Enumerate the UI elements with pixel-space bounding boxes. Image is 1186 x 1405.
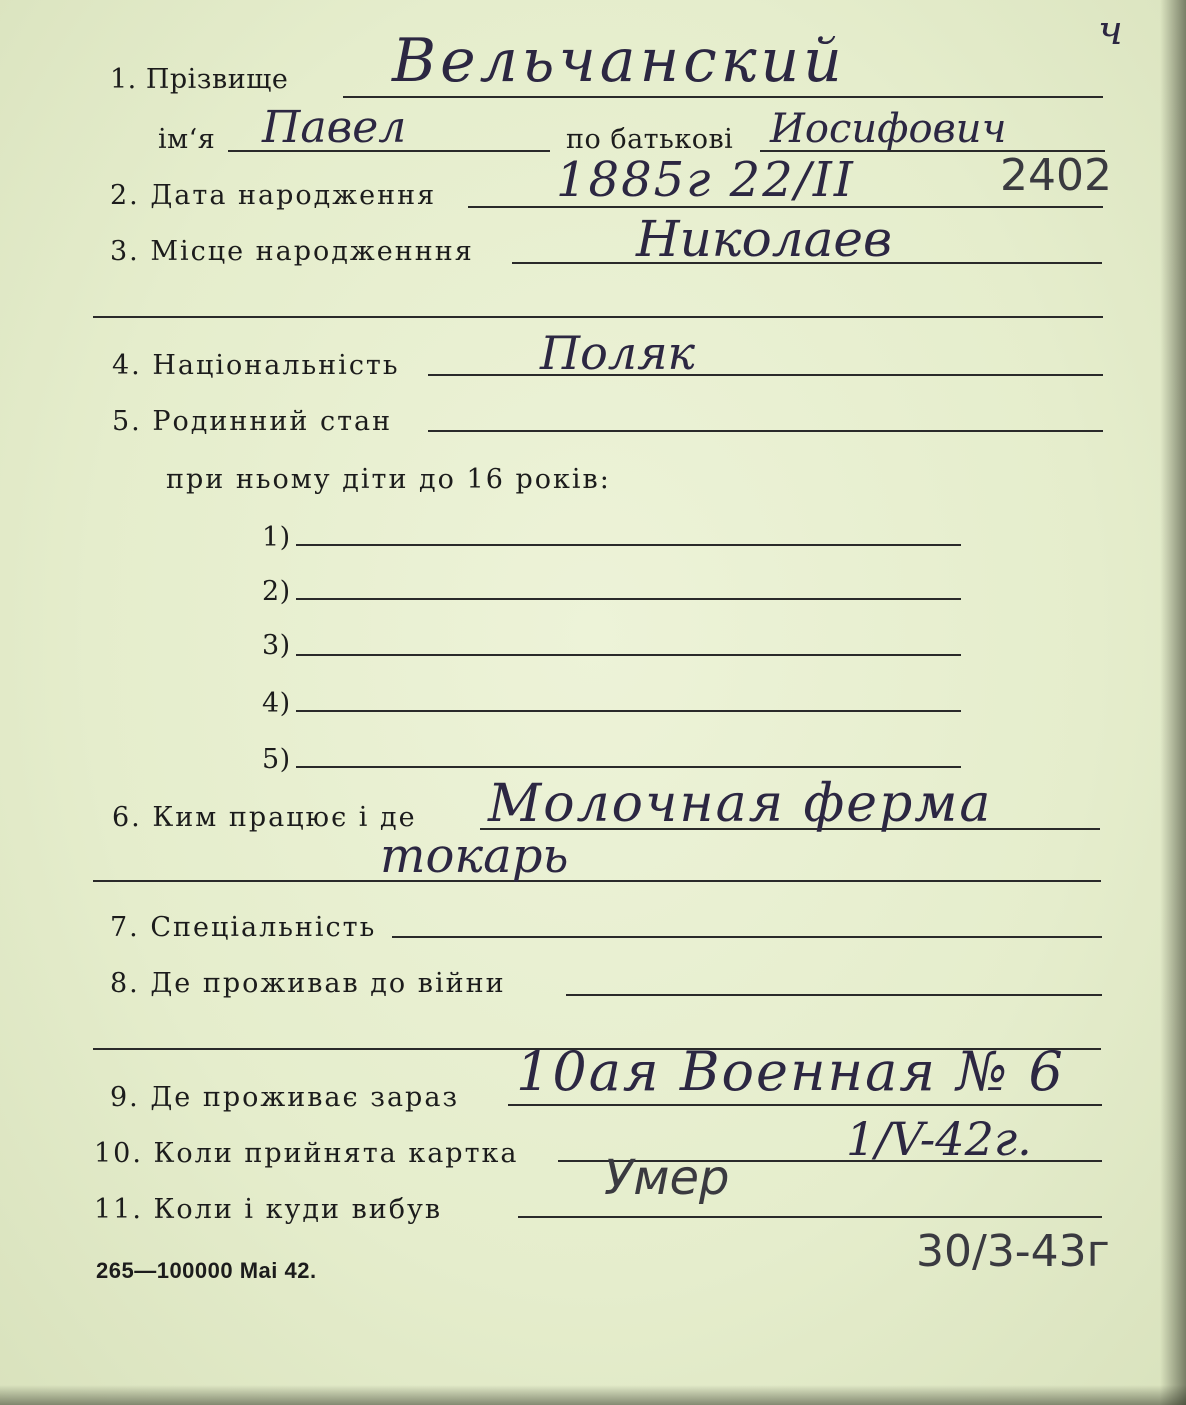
work-line-2 — [93, 880, 1101, 882]
surname-entry: Вельчанский — [392, 26, 846, 96]
departure-entry: Умер — [604, 1150, 730, 1206]
child-line-2 — [296, 598, 961, 600]
card-accepted-label: 10. Коли прийнята картка — [94, 1138, 519, 1169]
birth-date-entry: 1885г 22/II — [556, 152, 855, 208]
nationality-label: 4. Національність — [112, 350, 400, 381]
current-address-entry: 10ая Военная № 6 — [516, 1040, 1065, 1103]
patronymic-entry: Иосифович — [770, 106, 1007, 152]
card-number-entry: 2402 — [1000, 150, 1112, 201]
child-number-5: 5) — [262, 744, 291, 775]
birth-place-entry: Николаев — [636, 210, 893, 268]
child-line-5 — [296, 766, 961, 768]
work-place-entry: Молочная ферма — [488, 774, 993, 834]
child-number-1: 1) — [262, 522, 291, 553]
child-number-3: 3) — [262, 630, 291, 661]
card-bottom-shadow — [0, 1385, 1186, 1405]
patronymic-label: по батькові — [566, 124, 734, 155]
child-line-1 — [296, 544, 961, 546]
child-line-4 — [296, 710, 961, 712]
birth-place-label: 3. Місце народженння — [110, 236, 474, 267]
surname-label: 1. Прізвище — [110, 64, 289, 95]
surname-line — [343, 96, 1103, 98]
family-status-label: 5. Родинний стан — [112, 406, 393, 437]
birth-date-label: 2. Дата народження — [110, 180, 437, 211]
name-label: ім‘я — [158, 124, 216, 155]
child-line-3 — [296, 654, 961, 656]
work-role-entry: токарь — [380, 828, 569, 884]
card-accepted-entry: 1/V-42г. — [846, 1112, 1032, 1166]
work-label: 6. Ким працює і де — [112, 802, 417, 833]
surname-correction: ч — [1098, 8, 1123, 54]
children-label: при ньому діти до 16 років: — [166, 464, 611, 495]
pre-war-address-label: 8. Де проживав до війни — [110, 968, 506, 999]
current-address-line — [508, 1104, 1102, 1106]
print-code: 265—100000 Mai 42. — [96, 1258, 317, 1283]
departure-line — [518, 1216, 1102, 1218]
name-entry: Павел — [262, 102, 407, 153]
nationality-entry: Поляк — [540, 326, 696, 380]
pre-war-address-line — [566, 994, 1102, 996]
departure-label: 11. Коли і куди вибув — [94, 1194, 443, 1225]
birth-place-line-2 — [93, 316, 1103, 318]
departure-date-entry: 30/3-43г — [916, 1226, 1110, 1277]
nationality-line — [428, 374, 1103, 376]
child-number-4: 4) — [262, 688, 291, 719]
current-address-label: 9. Де проживає зараз — [110, 1082, 460, 1113]
family-status-line — [428, 430, 1103, 432]
card-edge-shadow — [1160, 0, 1186, 1405]
child-number-2: 2) — [262, 576, 291, 607]
specialty-label: 7. Спеціальність — [110, 912, 377, 943]
specialty-line — [392, 936, 1102, 938]
